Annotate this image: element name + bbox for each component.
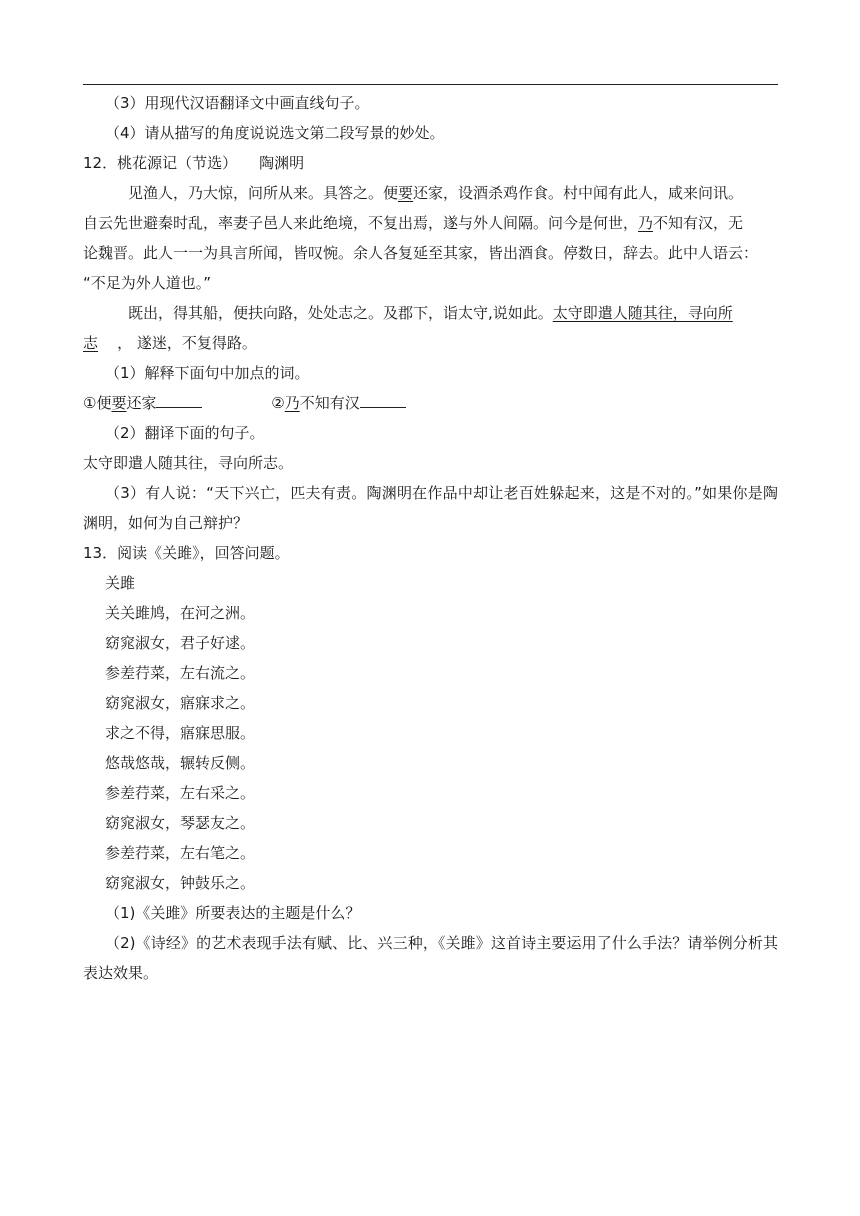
- text-run: 不知有汉: [299, 394, 360, 412]
- underlined-sentence: 太守即遣人随其往，寻向所: [552, 304, 733, 322]
- q12-header: [83, 148, 778, 178]
- q12-sub1: （1）解释下面句中加点的词。: [105, 364, 310, 382]
- q12-p2-line2: [83, 328, 778, 358]
- dotted-word-yao: 要: [398, 184, 414, 202]
- text-run: 还家，设酒杀鸡作食。村中闻有此人，咸来问讯。: [413, 184, 744, 202]
- poem-line: 参差荇菜，左右笔之。: [105, 844, 256, 862]
- underlined-sentence-end: 志: [83, 334, 99, 352]
- q12-p1-line3: 论魏晋。此人一一为具言所闻，皆叹惋。余人各复延至其家，皆出酒食。停数日，辞去。此中人语云：: [83, 244, 759, 262]
- poem-body: [83, 598, 778, 898]
- poem-line: 求之不得，寤寐思服。: [105, 724, 256, 742]
- q11-part4: （4）请从描写的角度说说选文第二段写景的妙处。: [105, 124, 445, 142]
- text-run: 既出，得其船，便扶向路，处处志之。及郡下，诣太守,说如此。: [128, 304, 553, 322]
- q12-p1-line2: [83, 208, 778, 238]
- poem-line: 窈窕淑女，寤寐求之。: [105, 694, 256, 712]
- header-rule: [83, 84, 778, 85]
- poem-title: 关雎: [105, 574, 136, 592]
- item-1: [83, 394, 202, 412]
- q12-p2-line1: [83, 298, 778, 328]
- dotted-word: 要: [111, 394, 127, 412]
- text-run: 见渔人，乃大惊，问所从来。具答之。便: [128, 184, 399, 202]
- q13-sub2: （2)《诗经》的艺术表现手法有赋、比、兴三种，《关雎》这首诗主要运用了什么手法？请举例分析其表达效果。: [83, 934, 778, 982]
- q12-p1-line1: [83, 178, 778, 208]
- dotted-word-nai: 乃: [638, 214, 654, 232]
- q12-sub2-sentence: 太守即遣人随其往，寻向所志。: [83, 454, 294, 472]
- text-run: ②: [271, 394, 285, 412]
- poem-line: 窈窕淑女，钟鼓乐之。: [105, 874, 256, 892]
- q13-sub1: （1)《关雎》所要表达的主题是什么？: [105, 904, 361, 922]
- q12-p1-line4: “不足为外人道也。”: [83, 274, 212, 292]
- q12-title: 12．桃花源记（节选）: [83, 154, 238, 172]
- text-run: 还家: [126, 394, 157, 412]
- poem-line: 悠哉悠哉，辗转反侧。: [105, 754, 256, 772]
- answer-blank[interactable]: [360, 393, 406, 408]
- text-run: 自云先世避秦时乱，率妻子邑人来此绝境，不复出焉，遂与外人间隔。问今是何世，: [83, 214, 639, 232]
- q12-author: 陶渊明: [259, 154, 305, 172]
- dotted-word: 乃: [284, 394, 300, 412]
- text-run: 不知有汉，无: [653, 214, 744, 232]
- poem-line: 参差荇菜，左右采之。: [105, 784, 256, 802]
- poem-line: 窈窕淑女，君子好逑。: [105, 634, 256, 652]
- answer-blank[interactable]: [156, 393, 202, 408]
- q11-part3: （3）用现代汉语翻译文中画直线句子。: [105, 94, 370, 112]
- q12-sub2: （2）翻译下面的句子。: [105, 424, 265, 442]
- q12-sub3: （3）有人说：“天下兴亡，匹夫有责。陶渊明在作品中却让老百姓躲起来，这是不对的。”如果你是陶渊明，如何为自己辩护？: [83, 484, 778, 532]
- poem-line: 参差荇菜，左右流之。: [105, 664, 256, 682]
- poem-line: 窈窕淑女，琴瑟友之。: [105, 814, 256, 832]
- q13-header: 13．阅读《关雎》，回答问题。: [83, 544, 290, 562]
- text-run: ①便: [83, 394, 112, 412]
- poem-line: 关关雎鸠，在河之洲。: [105, 604, 256, 622]
- q12-sub1-items: [83, 388, 778, 418]
- document-body: [83, 88, 778, 988]
- text-run: ， 遂迷，不复得路。: [117, 334, 257, 352]
- item-2: [271, 388, 405, 418]
